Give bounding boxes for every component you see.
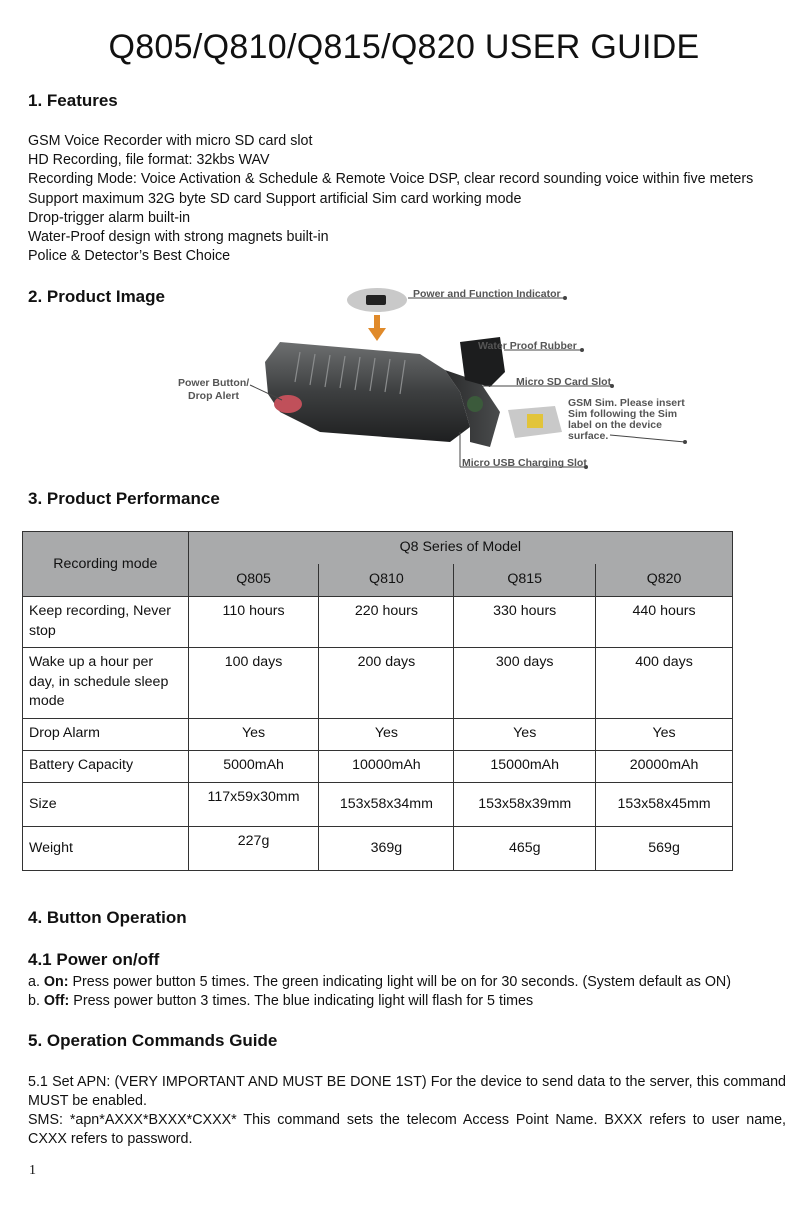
commands-heading: 5. Operation Commands Guide [28, 1031, 278, 1050]
table-model-header: Q815 [454, 564, 596, 597]
feature-line: Drop-trigger alarm built-in [28, 209, 191, 226]
callout-gsm-4: surface. [568, 430, 609, 442]
table-cell: 153x58x34mm [319, 783, 454, 827]
table-cell: 10000mAh [319, 751, 454, 783]
table-cell: 440 hours [596, 597, 733, 648]
table-model-header: Q805 [188, 564, 319, 597]
table-cell: 569g [596, 827, 733, 871]
table-corner-cell: Recording mode [23, 532, 189, 597]
device-body [265, 342, 470, 442]
table-cell: 330 hours [454, 597, 596, 648]
table-row [23, 597, 733, 648]
features-list [28, 132, 753, 266]
table-cell: 300 days [454, 648, 596, 719]
table-cell: Yes [188, 719, 319, 751]
page-title: Q805/Q810/Q815/Q820 USER GUIDE [108, 28, 700, 66]
feature-line: Water-Proof design with strong magnets built-in [28, 229, 329, 246]
button-operation-heading: 4. Button Operation [28, 908, 187, 927]
table-row [23, 751, 733, 783]
row-label: Battery Capacity [23, 751, 189, 783]
sim-chip [527, 414, 543, 428]
table-cell: 20000mAh [596, 751, 733, 783]
list-marker: b. [28, 993, 44, 1009]
feature-line: Recording Mode: Voice Activation & Schedule & Remote Voice DSP, clear record sounding voice within five meters [28, 171, 754, 188]
table-cell: 153x58x39mm [454, 783, 596, 827]
performance-heading: 3. Product Performance [28, 489, 220, 508]
row-label: Wake up a hour per day, in schedule sleep mode [23, 648, 189, 719]
table-row [23, 648, 733, 719]
table-cell: 465g [454, 827, 596, 871]
table-cell: 200 days [319, 648, 454, 719]
feature-line: Police & Detector’s Best Choice [28, 248, 231, 265]
product-illustration [170, 282, 700, 474]
page-number: 1 [29, 1163, 36, 1178]
off-description: Press power button 3 times. The blue indicating light will flash for 5 times [69, 993, 534, 1009]
callout-gsm-1: GSM Sim. Please insert [568, 397, 685, 409]
on-description: Press power button 5 times. The green indicating light will be on for 30 seconds. (System default as ON) [68, 974, 732, 990]
table-cell: Yes [596, 719, 733, 751]
row-label: Size [23, 783, 189, 827]
table-cell: 117x59x30mm [188, 783, 319, 827]
power-on-line [28, 973, 731, 992]
table-model-header: Q820 [596, 564, 733, 597]
callout-gsm-3: label on the device [568, 419, 662, 431]
table-cell: 220 hours [319, 597, 454, 648]
power-on-off-heading: 4.1 Power on/off [28, 950, 160, 969]
arrow-head-icon [368, 328, 386, 341]
callout-usb: Micro USB Charging Slot [462, 457, 587, 469]
table-model-header: Q810 [319, 564, 454, 597]
table-cell: 100 days [188, 648, 319, 719]
table-series-header: Q8 Series of Model [188, 532, 732, 565]
row-label: Keep recording, Never stop [23, 597, 189, 648]
table-row [23, 827, 733, 871]
callout-power-indicator: Power and Function Indicator [413, 288, 561, 300]
table-cell: 110 hours [188, 597, 319, 648]
power-off-line [28, 992, 533, 1011]
sms-paragraph: SMS: *apn*AXXX*BXXX*CXXX* This command sets the telecom Access Point Name. BXXX refers to user name, CXXX refers to password. [28, 1112, 786, 1148]
callout-micro-sd: Micro SD Card Slot [516, 376, 612, 388]
list-marker: a. [28, 974, 44, 990]
callout-power-button: Power Button/ [178, 377, 250, 389]
table-cell: 400 days [596, 648, 733, 719]
arrow-icon [374, 315, 380, 329]
on-label: On: [43, 974, 69, 990]
sd-slot [467, 396, 483, 412]
table-row [23, 719, 733, 751]
performance-table [22, 531, 733, 871]
table-cell: 15000mAh [454, 751, 596, 783]
feature-line: GSM Voice Recorder with micro SD card slot [28, 133, 313, 149]
indicator-light [366, 295, 386, 305]
product-image-heading: 2. Product Image [28, 287, 165, 306]
table-cell: 5000mAh [188, 751, 319, 783]
row-label: Drop Alarm [23, 719, 189, 751]
table-cell: 227g [188, 827, 319, 871]
row-label: Weight [23, 827, 189, 871]
off-label: Off: [43, 993, 70, 1009]
table-cell: 369g [319, 827, 454, 871]
table-cell: 153x58x45mm [596, 783, 733, 827]
features-heading: 1. Features [28, 91, 118, 110]
callout-drop-alert: Drop Alert [188, 390, 239, 402]
feature-line: Support maximum 32G byte SD card Support artificial Sim card working mode [28, 190, 522, 207]
table-row [23, 783, 733, 827]
table-cell: Yes [454, 719, 596, 751]
callout-gsm-2: Sim following the Sim [568, 408, 678, 420]
apn-paragraph: 5.1 Set APN: (VERY IMPORTANT AND MUST BE DONE 1ST) For the device to send data to the server, this command MUST be enabled. [28, 1074, 786, 1110]
feature-line: HD Recording, file format: 32kbs WAV [28, 152, 270, 169]
table-cell: Yes [319, 719, 454, 751]
callout-water-proof: Water Proof Rubber [478, 340, 577, 352]
